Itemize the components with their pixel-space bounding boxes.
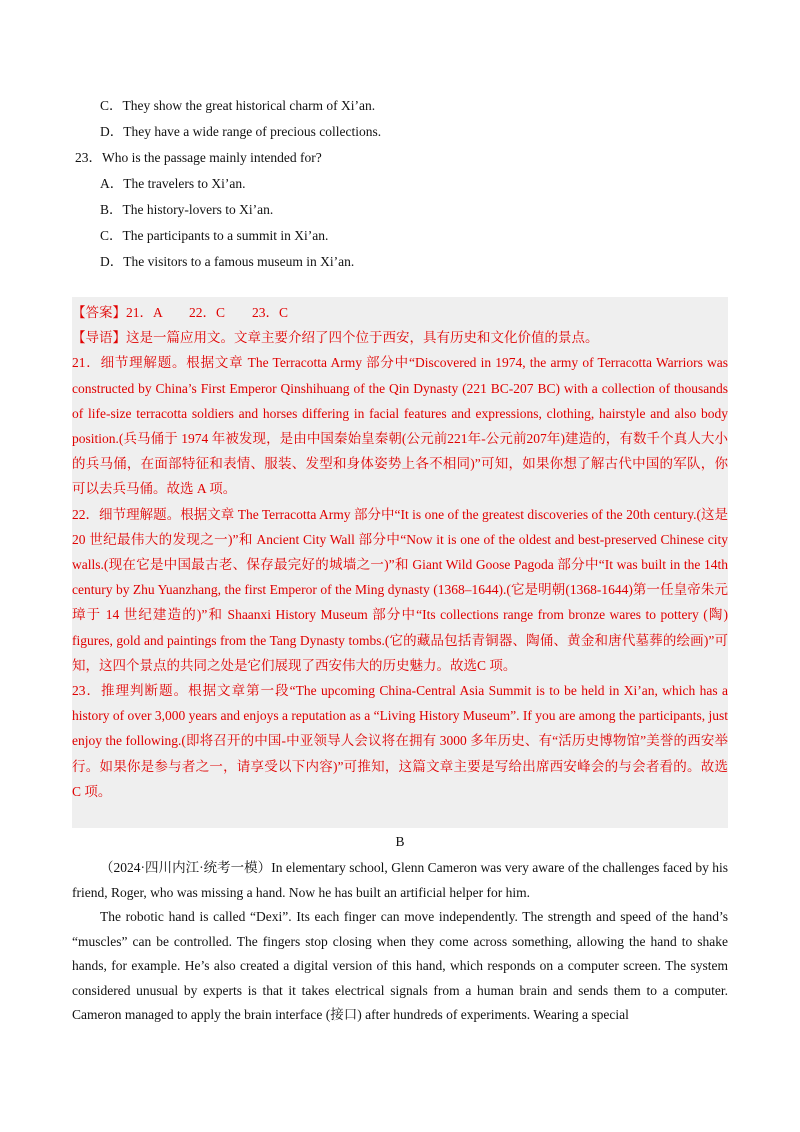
q22-option-c: C．They show the great historical charm of Xi’an. xyxy=(100,98,376,113)
explanation-21: 21．细节理解题。根据文章 The Terracotta Army 部分中“Discovered in 1974, the army of Terracotta Warriors was constructed by China’s First Emperor Qinshihuang of the Qin Dynasty (221 BC-207 BC) with a collection of thousands of life-size terracotta soldiers and horses differing in facial features and expressions, clothing, hairstyle and also body position.(兵马俑于 1974 年被发现，是由中国秦始皇秦朝(公元前221年-公元前207年)建造的，有数千个真人大小的兵马俑，在面部特征和表情、服装、发型和身体姿势上各不相同)”可知，如果你想了解古代中国的军队，你可以去兵马俑。故选 A 项。 xyxy=(72,355,728,497)
section-b-heading: B xyxy=(395,834,405,849)
q23-option-c: C．The participants to a summit in Xi’an. xyxy=(100,228,329,243)
answer-line: 【答案】21．A 22．C 23．C xyxy=(72,305,289,320)
q22-option-d: D．They have a wide range of precious collections. xyxy=(100,124,382,139)
guide-line: 【导语】这是一篇应用文。文章主要介绍了四个位于西安，具有历史和文化价值的景点。 xyxy=(72,330,599,346)
explanation-23: 23．推理判断题。根据文章第一段“The upcoming China-Central Asia Summit is to be held in Xi’an, which has a history of over 3,000 years and enjoys a reputation as a “Living History Museum”. If you are among the participants, just enjoy the following.(即将召开的中国-中亚领导人会议将在拥有 3000 多年历史、有“活历史博物馆”美誉的西安举行。如果你是参与者之一，请享受以下内容)”可推知，这篇文章主要是写给出席西安峰会的与会者看的。故选 C 项。 xyxy=(72,683,728,799)
q23-option-b: B．The history-lovers to Xi’an. xyxy=(100,202,274,217)
explanation-22: 22．细节理解题。根据文章 The Terracotta Army 部分中“It is one of the greatest discoveries of the 20th century.(这是 20 世纪最伟大的发现之一)”和 Ancient City Wall 部分中“Now it is one of the oldest and best-preserved Chinese city walls.(现在它是中国最古老、保存最完好的城墙之一)”和 Giant Wild Goose Pagoda 部分中“It was built in the 14th century by Zhu Yuanzhang, the first Emperor of the Ming dynasty (1368–1644).(它是明朝(1368-1644)第一任皇帝朱元璋于 14 世纪建造的)”和 Shaanxi History Museum 部分中“Its collections range from bronze wares to pottery (陶) figures, gold and paintings from the Tang Dynasty tombs.(它的藏品包括青铜器、陶俑、黄金和唐代墓葬的绘画)”可知，这四个景点的共同之处是它们展现了西安伟大的历史魅力。故选C 项。 xyxy=(72,506,728,673)
passage-paragraph-2: The robotic hand is called “Dexi”. Its each finger can move independently. The strength and speed of the hand’s “muscles” can be controlled. The fingers stop closing when they come across something, allowing the hand to shake hands, for example. He’s also created a digital version of this hand, which responds on a computer screen. The system considered unusual by experts is that it takes electrical signals from a human brain and sends them to a computer. Cameron managed to apply the brain interface (接口) after hundreds of experiments. Wearing a special xyxy=(72,909,728,1023)
q23-option-d: D．The visitors to a famous museum in Xi’an. xyxy=(100,254,355,269)
q23-stem: 23．Who is the passage mainly intended for? xyxy=(75,150,322,165)
q23-option-a: A．The travelers to Xi’an. xyxy=(100,176,246,191)
answer-explanation-box xyxy=(72,297,728,828)
passage-paragraph-1: （2024·四川内江·统考一模）In elementary school, Glenn Cameron was very aware of the challenges faced by his friend, Roger, who was missing a hand. Now he has built an artificial helper for him. xyxy=(72,860,728,900)
